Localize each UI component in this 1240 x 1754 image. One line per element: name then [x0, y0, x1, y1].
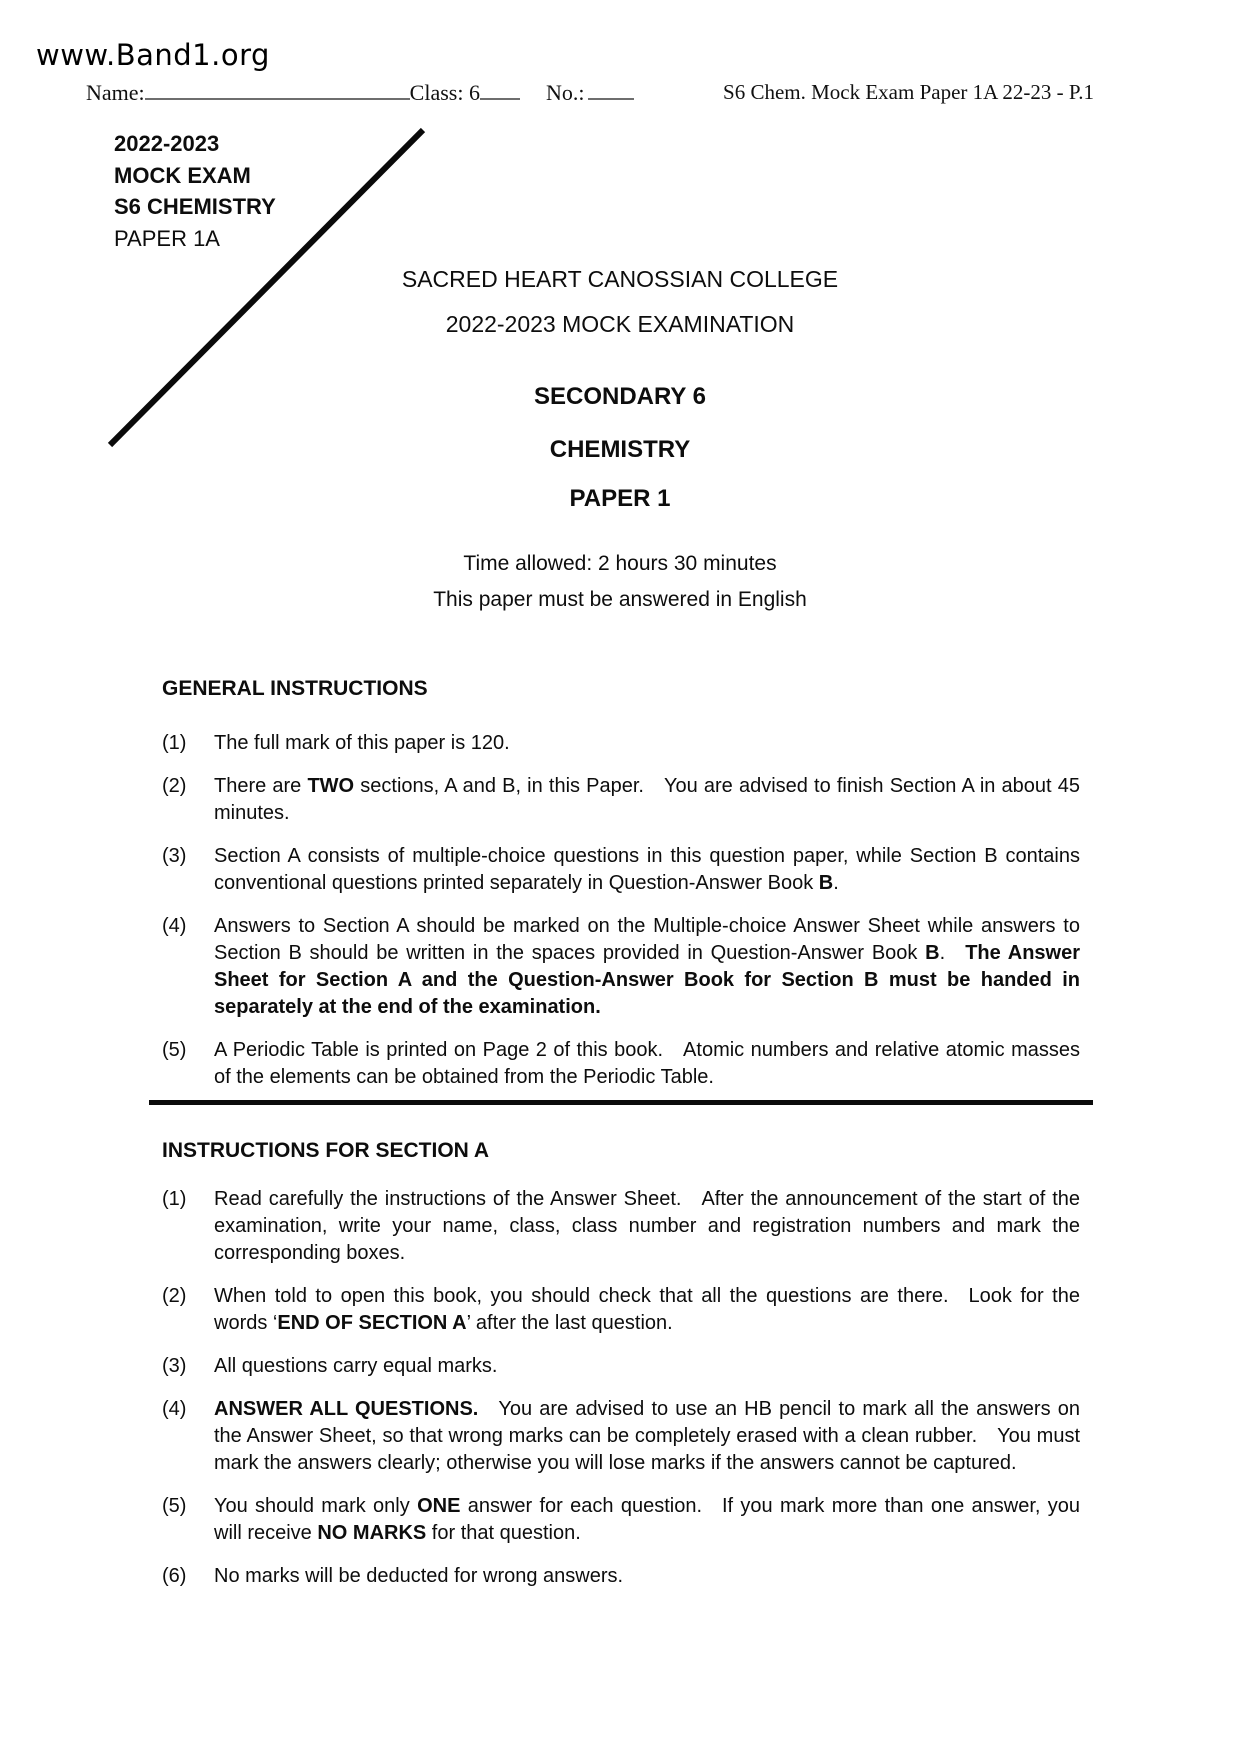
instruction-item-text: You should mark only ONE answer for each question. If you mark more than one answer, you will receive NO MARKS for that question. — [214, 1495, 1081, 1544]
instruction-item — [162, 1396, 1080, 1477]
instruction-item — [162, 843, 1080, 897]
section-a-instructions-section — [162, 1138, 1080, 1606]
instruction-item-number: (3) — [162, 845, 187, 867]
instruction-item — [162, 1493, 1080, 1547]
corner-block-line: 2022-2023 — [114, 131, 220, 156]
exam-title: 2022-2023 MOCK EXAMINATION — [445, 311, 795, 337]
instruction-item-text: The full mark of this paper is 120. — [214, 732, 510, 754]
instruction-item — [162, 1283, 1080, 1337]
instruction-item-text: When told to open this book, you should check that all the questions are there. Look for the words ‘END OF SECTION A’ after the last question. — [214, 1285, 1080, 1334]
instruction-item-text: Section A consists of multiple-choice questions in this question paper, while Section B contains conventional questions printed separately in Question-Answer Book B. — [214, 845, 1080, 894]
general-instructions-heading: GENERAL INSTRUCTIONS — [162, 677, 428, 700]
number-label: No.: — [545, 80, 585, 105]
class-label: Class: 6 — [409, 80, 480, 105]
language-note: This paper must be answered in English — [433, 588, 807, 611]
paper-title: PAPER 1 — [569, 485, 671, 512]
level-title: SECONDARY 6 — [533, 383, 707, 410]
corner-block-line: S6 CHEMISTRY — [114, 194, 276, 219]
instruction-item-number: (4) — [162, 1398, 187, 1420]
instruction-item-number: (5) — [162, 1495, 187, 1517]
instruction-item-text: Read carefully the instructions of the Answer Sheet. After the announcement of the start of the examination, write your name, class, class number and registration numbers and mark the corresponding boxes. — [214, 1188, 1080, 1264]
page-reference: S6 Chem. Mock Exam Paper 1A 22-23 - P.1 — [723, 80, 1094, 104]
instruction-item-number: (4) — [162, 915, 187, 937]
corner-block-line: MOCK EXAM — [114, 162, 251, 188]
corner-block-line: PAPER 1A — [114, 225, 220, 251]
section-divider-rule — [149, 1100, 1093, 1105]
section-a-instructions-heading: INSTRUCTIONS FOR SECTION A — [162, 1139, 490, 1162]
number-blank-line — [588, 78, 634, 100]
instruction-item-text: Answers to Section A should be marked on the Multiple-choice Answer Sheet while answers to Section B should be written in the spaces provided in Question-Answer Book B. The Answer Sheet for Section A and the Question-Answer Book for Section B must be handed in separately at the end of the examination. — [214, 915, 1080, 1018]
instruction-item — [162, 1563, 1080, 1590]
name-label: Name: — [86, 80, 145, 105]
header-fill-in-row — [86, 78, 634, 106]
watermark-text: www.Band1.org — [36, 38, 270, 72]
instruction-item — [162, 1037, 1080, 1091]
instruction-item-number: (3) — [162, 1355, 187, 1377]
general-instructions-list — [162, 730, 1080, 1091]
instruction-item — [162, 913, 1080, 1021]
class-blank-line — [480, 78, 520, 100]
instruction-item — [162, 1186, 1080, 1267]
school-name: SACRED HEART CANOSSIAN COLLEGE — [401, 266, 839, 292]
instruction-item-text: A Periodic Table is printed on Page 2 of this book. Atomic numbers and relative atomic masses of the elements can be obtained from the Periodic Table. — [214, 1039, 1080, 1088]
name-blank-line — [145, 78, 410, 100]
instruction-item-number: (1) — [162, 732, 187, 754]
instruction-item-text: No marks will be deducted for wrong answers. — [214, 1565, 624, 1587]
subject-title: CHEMISTRY — [549, 436, 691, 463]
instruction-item — [162, 773, 1080, 827]
instruction-item-number: (2) — [162, 775, 187, 797]
instruction-item-text: ANSWER ALL QUESTIONS. You are advised to use an HB pencil to mark all the answers on the Answer Sheet, so that wrong marks can be completely erased with a clean rubber. You must mark the answers clearly; otherwise you will lose marks if the answers cannot be captured. — [214, 1398, 1081, 1474]
instruction-item-number: (5) — [162, 1039, 187, 1061]
instruction-item-text: All questions carry equal marks. — [214, 1355, 498, 1377]
section-a-instructions-list — [162, 1186, 1080, 1590]
instruction-item — [162, 1353, 1080, 1380]
instruction-item-number: (1) — [162, 1188, 187, 1210]
instruction-item — [162, 730, 1080, 757]
time-allowed: Time allowed: 2 hours 30 minutes — [463, 552, 777, 575]
instruction-item-number: (6) — [162, 1565, 187, 1587]
general-instructions-section — [162, 676, 1080, 1107]
instruction-item-text: There are TWO sections, A and B, in this Paper. You are advised to finish Section A in about 45 minutes. — [214, 775, 1081, 824]
instruction-item-number: (2) — [162, 1285, 187, 1307]
